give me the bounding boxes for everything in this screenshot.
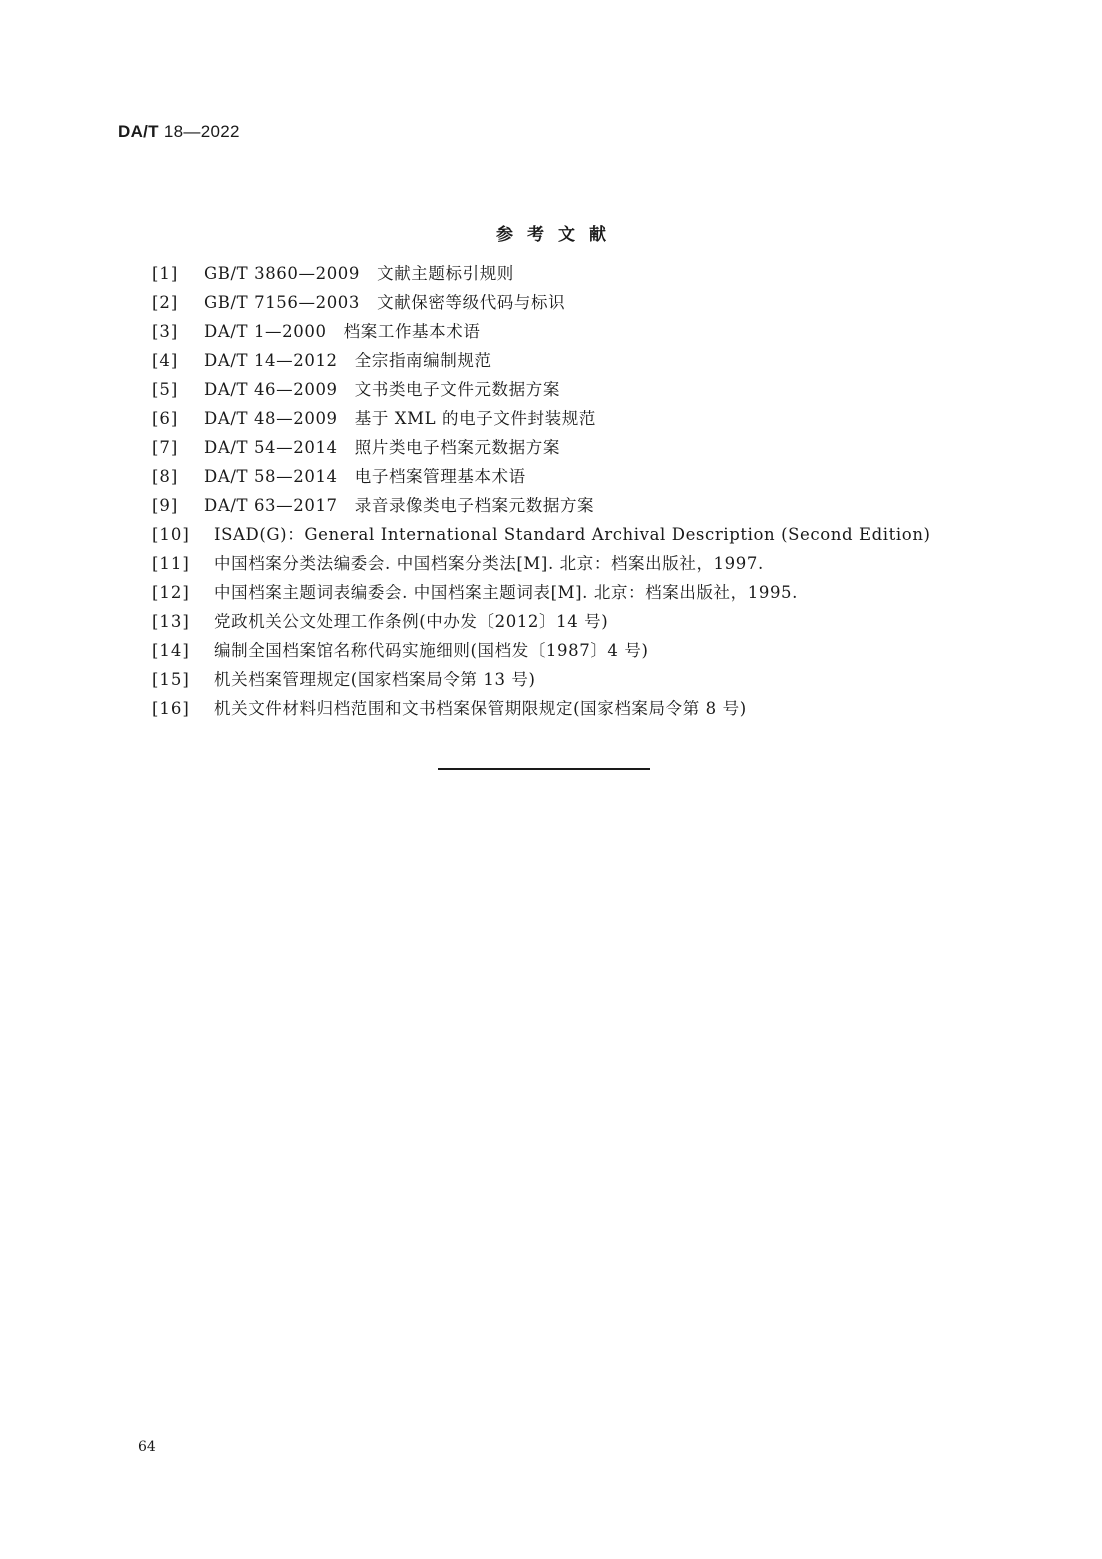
reference-item [152,291,1052,320]
reference-text: DA/T 14—2012 全宗指南编制规范 [204,351,492,370]
reference-text: DA/T 48—2009 基于 XML 的电子文件封装规范 [204,409,596,428]
reference-text: DA/T 46—2009 文书类电子文件元数据方案 [204,380,560,399]
reference-text: DA/T 58—2014 电子档案管理基本术语 [204,467,526,486]
reference-number: [16] [152,699,190,718]
reference-item [152,523,1052,552]
end-of-document-rule [438,768,650,770]
reference-text: 中国档案主题词表编委会. 中国档案主题词表[M]. 北京：档案出版社，1995. [214,583,798,602]
page-number: 64 [138,1439,156,1455]
reference-text: 编制全国档案馆名称代码实施细则(国档发〔1987〕4 号) [214,641,649,660]
reference-number: [3] [152,322,179,341]
reference-text: 机关文件材料归档范围和文书档案保管期限规定(国家档案局令第 8 号) [214,699,747,718]
reference-item [152,668,1052,697]
reference-text: DA/T 63—2017 录音录像类电子档案元数据方案 [204,496,595,515]
reference-text: GB/T 3860—2009 文献主题标引规则 [204,264,514,283]
reference-item [152,639,1052,668]
reference-number: [1] [152,264,179,283]
reference-item [152,349,1052,378]
reference-number: [4] [152,351,179,370]
reference-number: [14] [152,641,190,660]
reference-text: DA/T 54—2014 照片类电子档案元数据方案 [204,438,560,457]
reference-text: DA/T 1—2000 档案工作基本术语 [204,322,481,341]
reference-text: ISAD(G)：General International Standard Archival Description (Second Edition) [214,525,931,544]
reference-number: [9] [152,496,179,515]
reference-text: 党政机关公文处理工作条例(中办发〔2012〕14 号) [214,612,609,631]
reference-list [152,262,1052,726]
reference-number: [7] [152,438,179,457]
reference-item [152,494,1052,523]
reference-number: [13] [152,612,190,631]
reference-number: [8] [152,467,179,486]
reference-item [152,581,1052,610]
section-title: 参考文献 [496,225,620,245]
reference-item [152,697,1052,726]
reference-number: [15] [152,670,190,689]
reference-number: [6] [152,409,179,428]
reference-item [152,436,1052,465]
reference-item [152,465,1052,494]
reference-number: [11] [152,554,190,573]
reference-item [152,552,1052,581]
reference-item [152,610,1052,639]
reference-number: [10] [152,525,190,544]
reference-number: [2] [152,293,179,312]
reference-item [152,320,1052,349]
document-code-number: 18—2022 [158,122,240,141]
document-code [118,122,240,142]
reference-item [152,262,1052,291]
reference-number: [12] [152,583,190,602]
document-code-prefix: DA/T [118,122,159,141]
reference-item [152,407,1052,436]
reference-item [152,378,1052,407]
reference-text: GB/T 7156—2003 文献保密等级代码与标识 [204,293,566,312]
reference-number: [5] [152,380,179,399]
reference-text: 中国档案分类法编委会. 中国档案分类法[M]. 北京：档案出版社，1997. [214,554,764,573]
reference-text: 机关档案管理规定(国家档案局令第 13 号) [214,670,536,689]
